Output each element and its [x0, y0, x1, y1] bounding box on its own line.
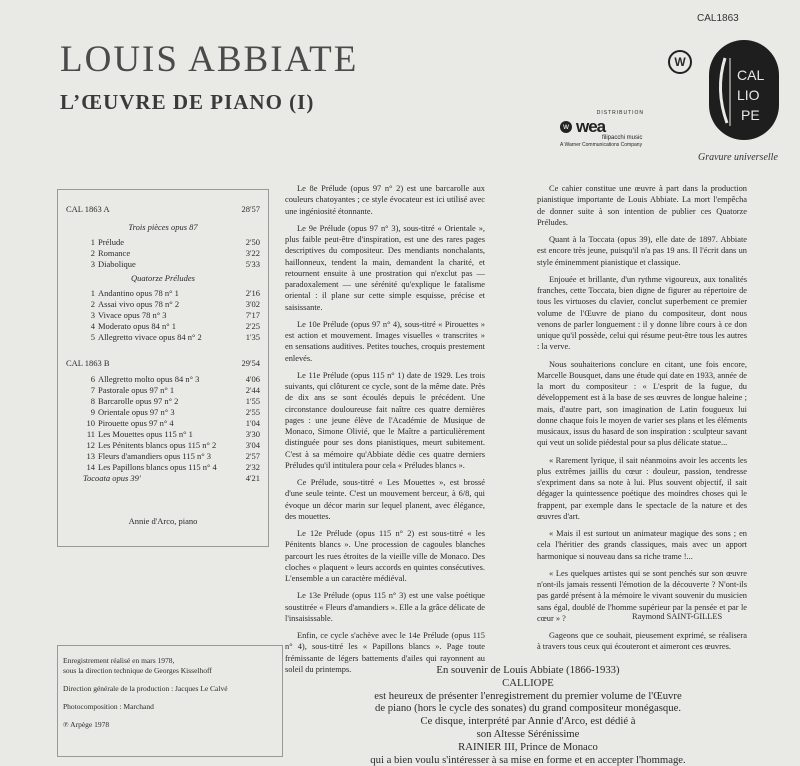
- engraving-label: Gravure universelle: [698, 152, 778, 163]
- track-row: [83, 248, 260, 259]
- track-time: 7'17: [245, 310, 260, 320]
- track-row: [83, 332, 260, 343]
- credit-line: Photocomposition : Marchand: [63, 702, 154, 711]
- calliope-letters-2: LIO: [737, 87, 760, 103]
- track-number: 8: [90, 396, 95, 406]
- calliope-letters-3: PE: [741, 107, 760, 123]
- track-row: [83, 288, 260, 299]
- notes-paragraph: Quant à la Toccata (opus 39), elle date de 1897. Abbiate est encore très jeune, puisqu'il n'a pas 19 ans. Il l'écrit dans un style éminemment pianistique et classique.: [537, 235, 747, 267]
- track-row: [83, 418, 260, 429]
- track-row: [83, 451, 260, 462]
- track-time: 2'16: [245, 288, 260, 298]
- credit-line: Enregistrement réalisé en mars 1978,: [63, 656, 175, 665]
- wea-icon: w: [560, 121, 572, 133]
- notes-paragraph: Le 11e Prélude (opus 115 n° 1) date de 1929. Les trois suivants, qui clôturent ce cycle, sont de la même date. Près de dix ans se sont écoulés depuis le précédent. Une circonstance douloureuse fait naître ces quatre dernières pages : une jeune élève de l'Académie de Musique de Monaco, Simone Olivié, que le Maître a particulièrement distinguée pour ses dons pianistiques, meurt subitement. C'est à sa mémoire qu'Abbiate dédie ces quatre derniers Préludes qu'il intitulera pour cela « Préludes blancs ».: [285, 370, 485, 470]
- track-time: 3'02: [245, 299, 260, 309]
- catalog-number: CAL1863: [697, 13, 739, 24]
- distribution-block: [560, 110, 680, 148]
- notes-paragraph: Enjouée et brillante, d'un rythme vigoureux, aux tonalités franches, cette Toccata, bien digne de figurer au répertoire de tous les virtuoses du clavier, conclut superbement ce premier volume de l'Œuvre de piano du compositeur, dont nous venons de parler longuement : il y donne libre cours à ce don unique qu'il possède, celui qui résume peut-être tous les autres : la verve.: [537, 274, 747, 352]
- track-number: 9: [90, 407, 95, 417]
- track-time: 2'55: [245, 407, 260, 417]
- dedication-line: son Altesse Sérénissime: [476, 727, 580, 740]
- track-number: 2: [90, 248, 95, 258]
- track-number: 3: [90, 310, 95, 320]
- track-time: 3'22: [245, 248, 260, 258]
- notes-paragraph: « Mais il est surtout un animateur magique des sons ; en cela l'héritier des grands classiques, mais avec un apport harmonique si nouveau dans sa riche trame !...: [537, 529, 747, 561]
- track-number: 14: [86, 462, 95, 472]
- track-row: [83, 385, 260, 396]
- credits-box: [57, 645, 283, 757]
- wea-logo: wea: [576, 117, 606, 136]
- group-title: Quatorze Préludes: [131, 273, 195, 283]
- notes-paragraph: Le 8e Prélude (opus 97 n° 2) est une barcarolle aux couleurs chatoyantes ; ce style évocateur est ici utilisé avec une ingéniosité étonnante.: [285, 184, 485, 216]
- notes-paragraph: Le 10e Prélude (opus 97 n° 4), sous-titré « Pirouettes » est action et mouvement. Images visuelles « transcrites » en sensations auditives. Petites touches, croquis prestement enlevés.: [285, 319, 485, 363]
- calliope-letters-1: CAL: [737, 67, 765, 83]
- track-time: 2'50: [245, 237, 260, 247]
- filipacchi-label: filipacchi music: [602, 135, 643, 141]
- notes-paragraph: Le 9e Prélude (opus 97 n° 3), sous-titré « Orientale », plus faible peut-être d'inspiration, est une des rares pages descriptives du compositeur. Des mendiants nonchalants, haillonneux, tendent la main, demandent la charité, et retournent ensuite à une prostration qui n'exclut pas — paradoxalement — une sérénité qu'explique le fatalisme oriental : il plane sur cette simple esquisse, précise et saisissante.: [285, 223, 485, 312]
- track-title: Orientale opus 97 n° 3: [98, 407, 175, 417]
- track-title: Les Pénitents blancs opus 115 n° 2: [98, 440, 217, 450]
- dedication: [318, 664, 738, 766]
- track-title: Diabolique: [98, 259, 136, 269]
- track-title: Allegretto vivace opus 84 n° 2: [98, 332, 202, 342]
- track-title: Les Mouettes opus 115 n° 1: [98, 429, 193, 439]
- dedication-line: de piano (hors le cycle des sonates) du grand compositeur monégasque.: [375, 702, 681, 715]
- tracklist-box: [57, 189, 269, 547]
- track-time: 1'35: [245, 332, 260, 342]
- credit-line: sous la direction technique de Georges Kisselhoff: [63, 666, 212, 675]
- track-number: 12: [86, 440, 95, 450]
- notes-paragraph: « Les quelques artistes qui se sont penchés sur son œuvre n'ont-ils jamais ressenti l'émotion de la découverte ? N'ont-ils pas gardé présent à la mémoire le vivant souvenir du musicien sans égal, doublé de l'homme supérieur par la pensée et par le cœur » ?: [537, 568, 747, 623]
- dedication-line: En souvenir de Louis Abbiate (1866-1933): [436, 664, 620, 676]
- track-title: Pastorale opus 97 n° 1: [98, 385, 175, 395]
- dedication-line: Ce disque, interprété par Annie d'Arco, est dédié à: [420, 715, 636, 728]
- track-time: 5'33: [245, 259, 260, 269]
- distribution-label: DISTRIBUTION: [596, 110, 644, 116]
- side-a-code: CAL 1863 A: [66, 204, 110, 214]
- track-number: 7: [90, 385, 95, 395]
- track-title: Moderato opus 84 n° 1: [98, 321, 177, 331]
- track-row: [83, 237, 260, 248]
- track-title: Allegretto molto opus 84 n° 3: [98, 374, 200, 384]
- notes-paragraph: Nous souhaiterions conclure en citant, une fois encore, Marcelle Bousquet, dans une étude qui date en 1933, année de la mort du compositeur : « L'esprit de la fugue, du développement est à la base de ses œuvres de longue haleine ; mais, d'autre part, son imagination de Latin fougueux lui donne chaque fois le moyen de varier ses plans et les éléments musicaux, issus du hasard de son inspiration : sculpteur savant qui veut un solide piédestal pour sa plus délicate statue...: [537, 359, 747, 448]
- track-title: Tocoata opus 39': [83, 473, 141, 483]
- track-title: Andantino opus 78 n° 1: [98, 288, 179, 298]
- credit-line: ℗ Arpège 1978: [63, 720, 110, 729]
- track-time: 1'55: [245, 396, 260, 406]
- track-title: Vivace opus 78 n° 3: [98, 310, 167, 320]
- track-row: [83, 462, 260, 473]
- track-row: [83, 321, 260, 332]
- notes-column-2: [285, 183, 485, 681]
- side-a-duration: 28'57: [241, 204, 260, 214]
- track-time: 4'06: [245, 374, 260, 384]
- track-number: 5: [90, 332, 95, 342]
- track-time: 2'32: [245, 462, 260, 472]
- track-number: 3: [90, 259, 95, 269]
- track-title: Assai vivo opus 78 n° 2: [98, 299, 180, 309]
- track-row: [83, 259, 260, 270]
- side-b-code: CAL 1863 B: [66, 358, 110, 368]
- w-logo-icon: W: [668, 50, 692, 74]
- warner-label: A Warner Communications Company: [560, 142, 643, 148]
- side-b-duration: 29'54: [241, 358, 260, 368]
- notes-paragraph: Ce cahier constitue une œuvre à part dans la production pianistique importante de Louis Abbiate. La mort l'empêcha de donner suite à son intention de publier ces Quatorze Préludes.: [537, 184, 747, 227]
- notes-paragraph: Le 13e Prélude (opus 115 n° 3) est une valse poétique soustitrée « Fleurs d'amandiers ». Elle a la grâce délicate de l'insaisissable.: [285, 591, 485, 623]
- track-number: 2: [90, 299, 95, 309]
- track-title: Romance: [98, 248, 131, 258]
- side-b-header: [66, 358, 260, 369]
- notes-paragraph: Ce Prélude, sous-titré « Les Mouettes », est brossé d'une seule teinte. C'est un mouvement berceur, à 6/8, qui évoque un décor marin sur lequel planent, avec élégance, des mouettes.: [285, 478, 485, 521]
- dedication-line: CALLIOPE: [502, 676, 554, 689]
- track-row: [83, 407, 260, 418]
- track-title: Les Papillons blancs opus 115 n° 4: [98, 462, 217, 472]
- track-number: 13: [86, 451, 95, 461]
- notes-paragraph: Gageons que ce souhait, pieusement exprimé, se réalisera à travers tous ceux qui écouteront et aimeront ces œuvres.: [537, 631, 747, 652]
- track-title: Fleurs d'amandiers opus 115 n° 3: [98, 451, 211, 461]
- track-row: [83, 396, 260, 407]
- track-row: [83, 310, 260, 321]
- dedication-line: est heureux de présenter l'enregistrement du premier volume de l'Œuvre: [374, 689, 682, 702]
- track-time: 3'04: [245, 440, 260, 450]
- track-time: 4'21: [245, 473, 260, 483]
- track-title: Prélude: [98, 237, 124, 247]
- side-a-header: [66, 204, 260, 215]
- track-title: Pirouette opus 97 n° 4: [98, 418, 174, 428]
- author-signature: Raymond SAINT-GILLES: [632, 612, 723, 621]
- track-title: Barcarolle opus 97 n° 2: [98, 396, 179, 406]
- track-number: 6: [90, 374, 95, 384]
- dedication-line: RAINIER III, Prince de Monaco: [458, 740, 598, 753]
- track-number: 11: [86, 429, 95, 439]
- track-row: [83, 299, 260, 310]
- track-time: 2'44: [245, 385, 260, 395]
- track-row: [83, 429, 260, 440]
- calliope-logo-icon: [697, 28, 791, 148]
- composer-title: LOUIS ABBIATE: [60, 39, 359, 80]
- work-title: L’ŒUVRE DE PIANO (I): [60, 90, 315, 114]
- performer-credit: Annie d'Arco, piano: [128, 516, 198, 526]
- group-title: Trois pièces opus 87: [128, 222, 198, 232]
- track-number: 1: [90, 237, 95, 247]
- track-time: 1'04: [245, 418, 260, 428]
- notes-paragraph: Le 12e Prélude (opus 115 n° 2) est sous-titré « les Pénitents blancs ». Une procession de cagoules blanches parcourt les rues étroites de la vieille ville de Monaco. Des cloches « plaquent » leurs accords en quintes consécutives. L'ensemble a un caractère médiéval.: [285, 529, 485, 583]
- track-time: 2'57: [245, 451, 260, 461]
- credit-line: Direction générale de la production : Jacques Le Calvé: [63, 684, 228, 693]
- track-time: 3'30: [245, 429, 260, 439]
- notes-column-3: [537, 183, 747, 659]
- notes-paragraph: Enfin, ce cycle s'achève avec le 14e Prélude (opus 115 n° 4), sous-titré les « Papillons blancs ». Page toute frémissante de légers battements d'ailes qui rayonnent au soleil du printemps.: [285, 631, 485, 674]
- notes-paragraph: « Rarement lyrique, il sait néanmoins avoir les accents les plus extrêmes jaillis du cœur : douleur, passion, tendresse s'expriment dans sa note à lui. Plus souvent objectif, il sait dégager la quintessence poétique des moindres choses qui le frappent, par exemple dans le spectacle de la nature et des œuvres d'art.: [537, 455, 747, 521]
- track-time: 2'25: [245, 321, 260, 331]
- track-row: [83, 374, 260, 385]
- track-number: 1: [90, 288, 95, 298]
- track-row: [83, 440, 260, 451]
- track-number: 10: [86, 418, 95, 428]
- dedication-line: qui a bien voulu s'intéresser à sa mise en forme et en accepter l'hommage.: [370, 753, 686, 766]
- track-row: [83, 473, 260, 484]
- track-number: 4: [90, 321, 95, 331]
